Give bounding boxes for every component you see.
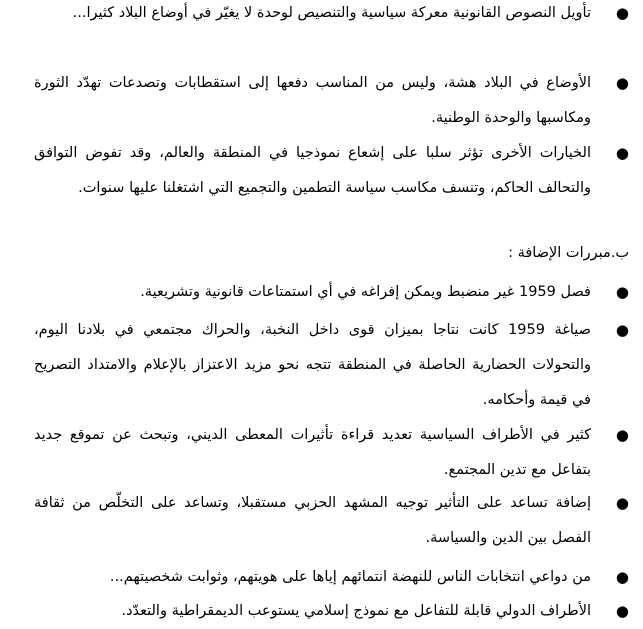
list-item-text: إضافة تساعد على التأثير توجيه المشهد الحزبي مستقبلا، وتساعد على التخلّص من ثقافة الفصل بين الدين والسياسة. <box>34 495 591 546</box>
list-item-text: تأويل النصوص القانونية معركة سياسية والتنصيص لوحدة لا يغيّر في أوضاع البلاد كثيرا... <box>72 5 591 21</box>
bullet-icon: ● <box>615 321 629 339</box>
list-item-text: الأوضاع في البلاد هشة، وليس من المناسب دفعها إلى استقطابات وتصدعات تهدّد الثورة ومكاسبها والوحدة الوطنية. <box>34 75 591 126</box>
bullet-icon: ● <box>615 74 629 92</box>
list-item-text: فصل 1959 غير منضبط ويمكن إفراغه في أي استمتاعات قانونية وتشريعية. <box>140 284 591 300</box>
bullet-icon: ● <box>615 4 629 22</box>
bullet-icon: ● <box>615 283 629 301</box>
list-item <box>34 560 629 595</box>
list-item <box>34 486 629 556</box>
list-item <box>34 275 629 310</box>
list-item-text: الخيارات الأخرى تؤثر سلبا على إشعاع نموذجيا في المنطقة والعالم، وقد تفوض التوافق والتحالف الحاكم، وتنسف مكاسب سياسة التطمين والتجميع التي اشتغلنا عليها سنوات. <box>34 145 591 196</box>
list-item-text: صياغة 1959 كانت نتاجا بميزان قوى داخل النخبة، والحراك مجتمعي في بلادنا اليوم، والتحولات الحضارية الحاصلة في المنطقة تتجه نحو مزيد الاعتزاز بالإعلام والامتداد التصريح في قيمة وأحكامه. <box>34 322 591 408</box>
bullet-icon: ● <box>615 602 629 620</box>
bullet-icon: ● <box>615 144 629 162</box>
list-item-text: كثير في الأطراف السياسية تعديد قراءة تأثيرات المعطى الديني، وتبحث عن تموقع جديد بتفاعل مع تدين المجتمع. <box>34 427 591 478</box>
bullet-icon: ● <box>615 494 629 512</box>
list-item-text: من دواعي انتخابات الناس للنهضة انتمائهم إياها على هويتهم، وثوابت شخصيتهم... <box>109 569 591 585</box>
list-item <box>34 66 629 136</box>
bullet-icon: ● <box>615 568 629 586</box>
list-item <box>34 313 629 418</box>
list-item-text: الأطراف الدولي قابلة للتفاعل مع نموذج إسلامي يستوعب الديمقراطية والتعدّد. <box>121 603 591 619</box>
list-item <box>34 418 629 488</box>
bullet-icon: ● <box>615 426 629 444</box>
list-item <box>34 136 629 206</box>
list-item <box>34 0 629 31</box>
section-heading: ب.مبررات الإضافة : <box>508 245 629 261</box>
list-item <box>34 594 629 629</box>
